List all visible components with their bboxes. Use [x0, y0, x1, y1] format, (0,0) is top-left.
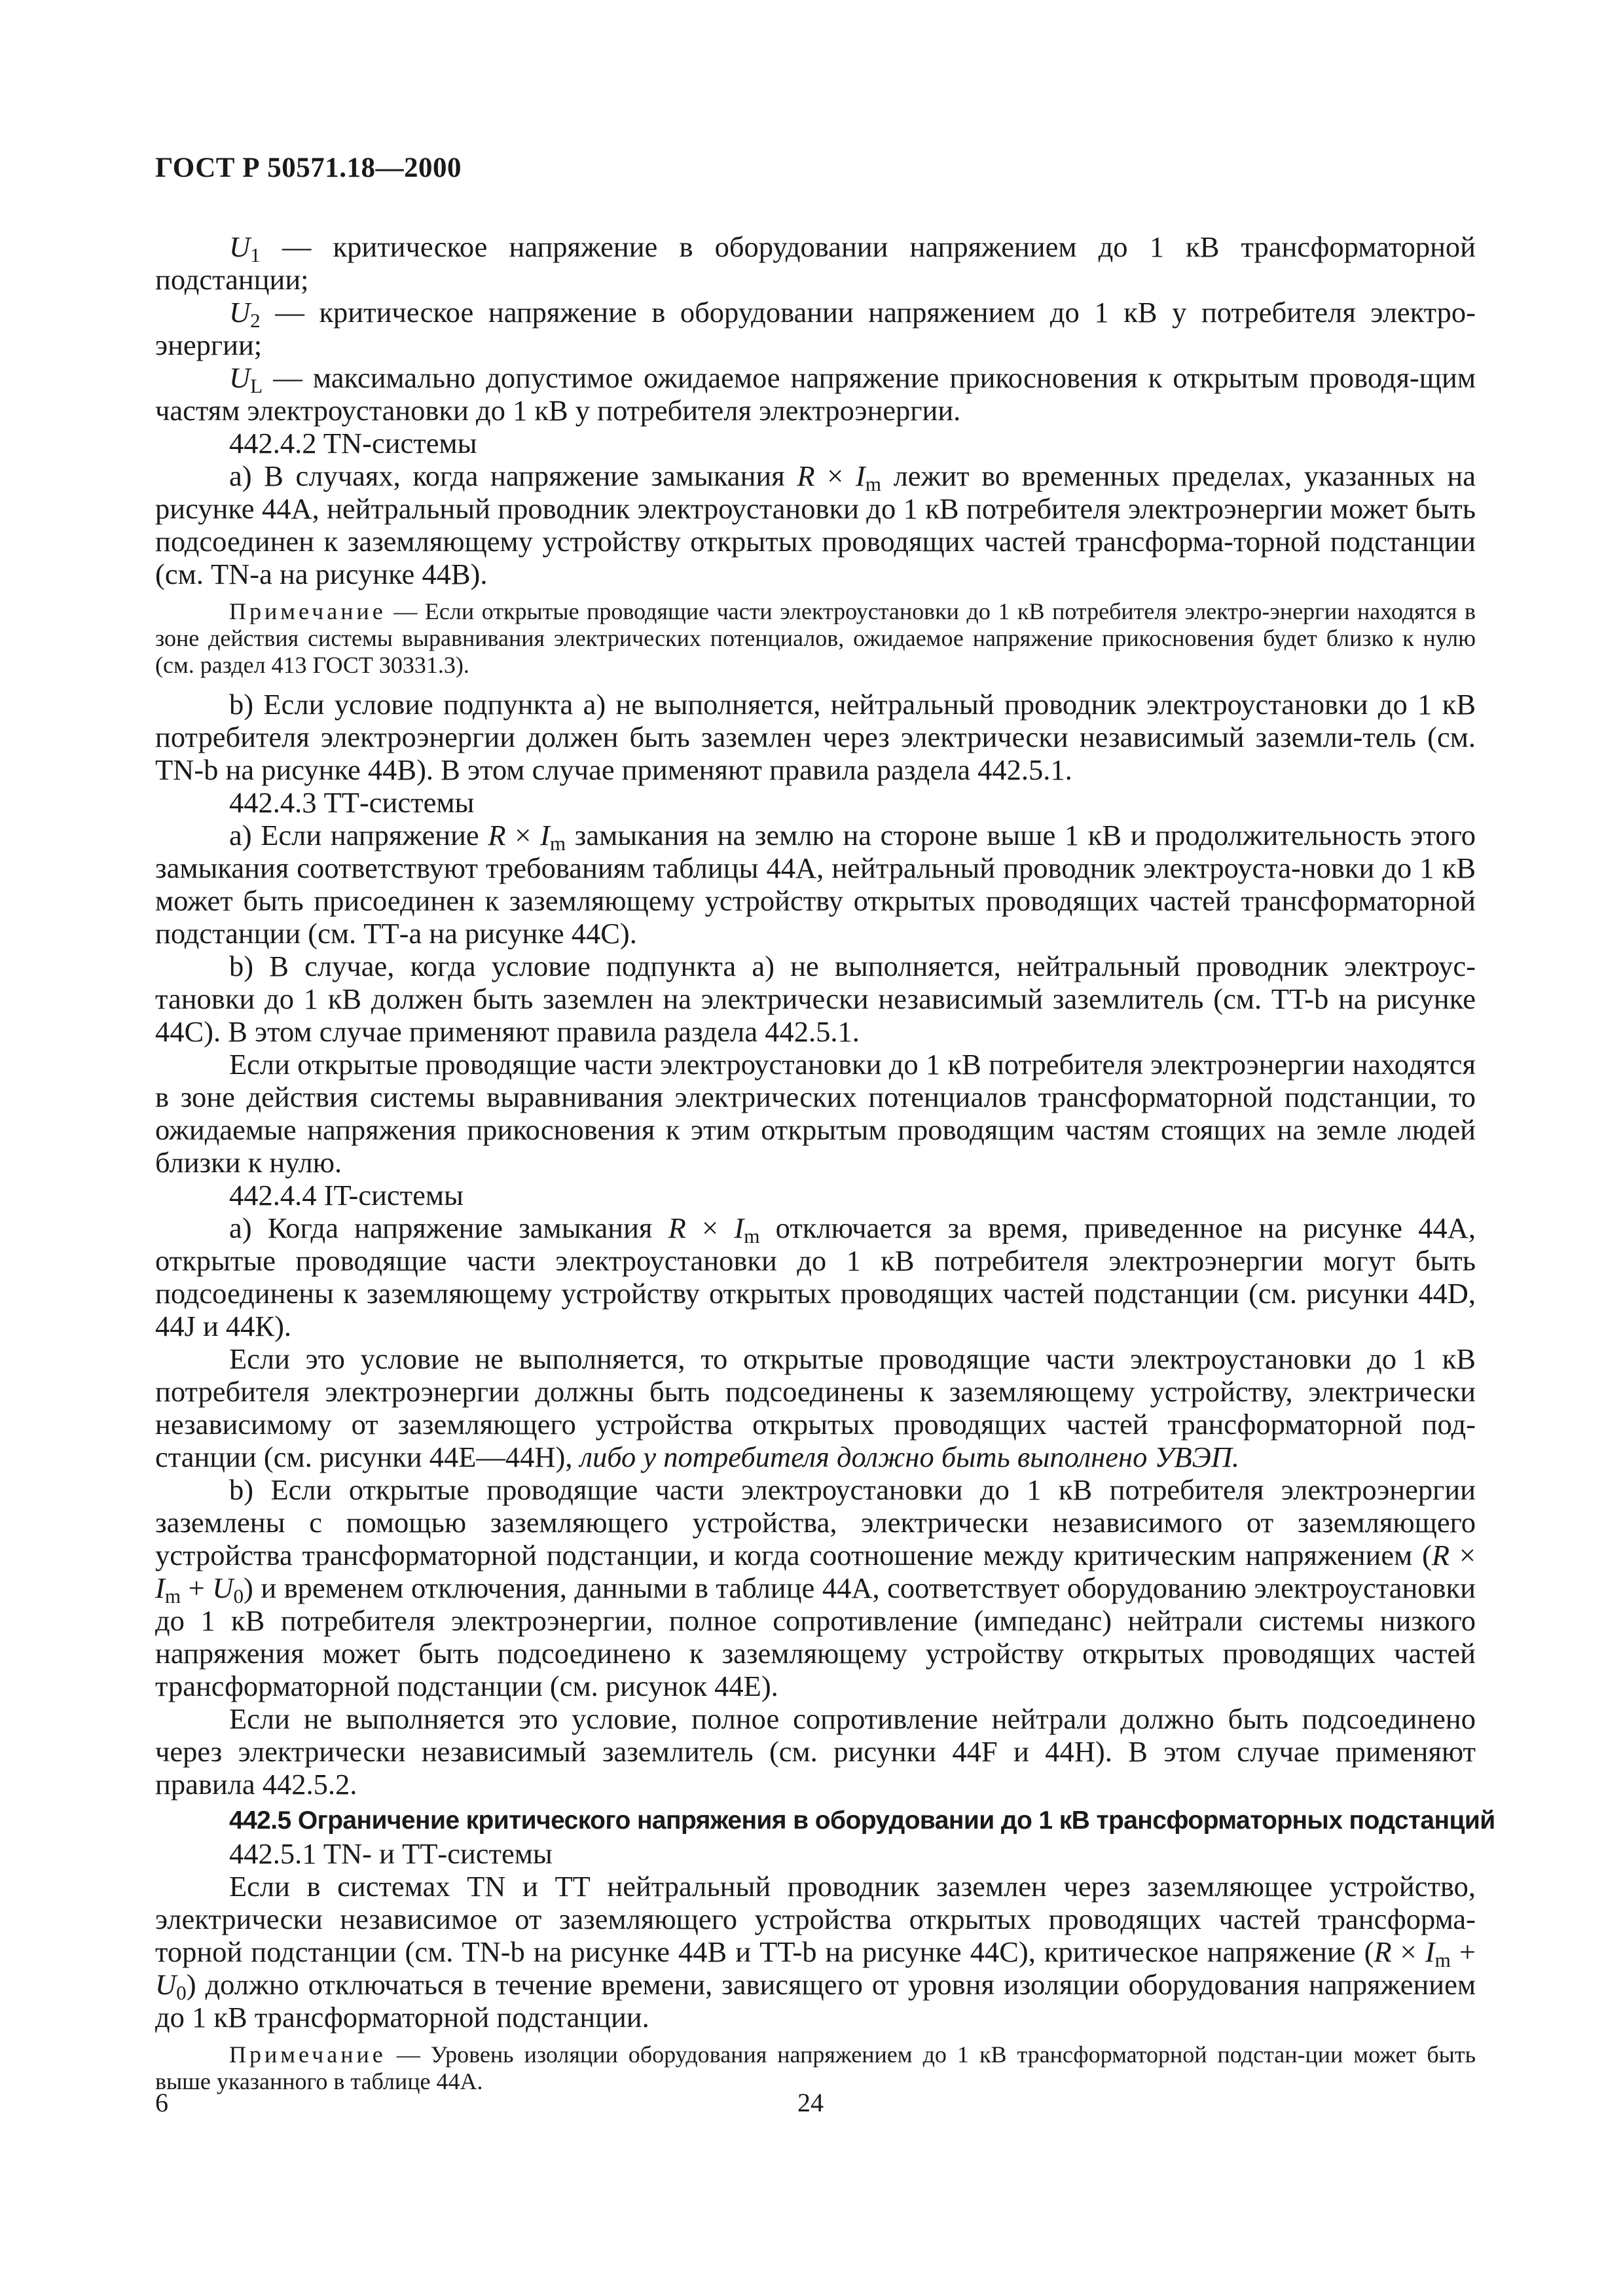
paragraph-4422-b: b) Если условие подпункта а) не выполняется, нейтральный проводник электроустановки до 1 кВ потребителя электроэнергии должен быть заземлен через электрически независимый заземли-тель (см. TN-b на рисунке 44В). В этом случае применяют правила раздела 442.5.1. [155, 688, 1476, 786]
definition-text: — критическое напряжение в оборудовании напряжением до 1 кВ трансформаторной подстанции; [155, 230, 1476, 296]
note-4422 [155, 598, 1476, 679]
formula-times: × [1391, 1935, 1425, 1968]
formula-subscript: L [250, 374, 263, 397]
paragraph-text: Если в системах TN и ТТ нейтральный проводник заземлен через заземляющее устройство, электрически независимое от заземляющего устройства открытых проводящих частей трансформа-торной подстанции (см. TN-b на рисунке 44В и TT-b на рисунке 44С), критическое напряжение ( [155, 1870, 1476, 1968]
formula-subscript: 0 [176, 1981, 187, 2004]
paragraph-4423-a [155, 819, 1476, 950]
formula-times: × [505, 819, 540, 852]
paragraph-text: лежит во временных пределах, указанных на рисунке 44А, нейтральный проводник электроустановки до 1 кВ потребителя электроэнергии может быть подсоединен к заземляющему устройству открытых проводящих частей трансформа-торной подстанции (см. TN-a на рисунке 44В). [155, 459, 1476, 590]
document-header: ГОСТ Р 50571.18—2000 [155, 152, 462, 183]
paragraph-italic-text: либо у потребителя должно быть выполнено УВЭП. [579, 1441, 1239, 1473]
paragraph-text: а) Когда напряжение замыкания [229, 1211, 668, 1244]
note-text: — Уровень изоляции оборудования напряжением до 1 кВ трансформаторной подстан-ции может быть выше указанного в таблице 44А. [155, 2041, 1476, 2094]
note-text: — Если открытые проводящие части электроустановки до 1 кВ потребителя электро-энергии находятся в зоне действия системы выравнивания электрических потенциалов, ожидаемое напряжение прикосновения будет близко к нулю (см. раздел 413 ГОСТ 30331.3). [155, 598, 1476, 678]
formula-subscript: 1 [250, 243, 261, 266]
formula-u: U [155, 1968, 177, 2001]
formula-i: I [540, 819, 550, 852]
formula-i: I [1425, 1935, 1435, 1968]
paragraph-text: замыкания на землю на стороне выше 1 кВ и продолжительность этого замыкания соответствуют требованиям таблицы 44А, нейтральный проводник электроуста-новки до 1 кВ может быть присоединен к заземляющему устройству открытых проводящих частей трансформаторной подстанции (см. ТТ-а на рисунке 44С). [155, 819, 1476, 950]
paragraph-text: отключается за время, приведенное на рисунке 44А, открытые проводящие части электроустановки до 1 кВ потребителя электроэнергии могут быть подсоединены к заземляющему устройству открытых проводящих частей подстанции (см. рисунки 44D, 44J и 44К). [155, 1211, 1476, 1342]
definition-text: — максимально допустимое ожидаемое напряжение прикосновения к открытым проводя-щим частям электроустановки до 1 кВ у потребителя электроэнергии. [155, 361, 1476, 427]
paragraph-text: ) и временем отключения, данными в таблице 44А, соответствует оборудованию электроустановки до 1 кВ потребителя электроэнергии, полное сопротивление (импеданс) нейтрали системы низкого напряжения может быть подсоединено к заземляющему устройству открытых проводящих частей трансформаторной подстанции (см. рисунок 44Е). [155, 1571, 1476, 1702]
paragraph-text: а) Если напряжение [229, 819, 488, 852]
paragraph-text: ) должно отключаться в течение времени, зависящего от уровня изоляции оборудования напряжением до 1 кВ трансформаторной подстанции. [155, 1968, 1476, 2034]
paragraph-4425-1 [155, 1870, 1476, 2034]
formula-subscript: m [164, 1585, 181, 1607]
formula-subscript: 0 [233, 1585, 244, 1607]
paragraph-text: Если это условие не выполняется, то открытые проводящие части электроустановки до 1 кВ потребителя электроэнергии должны быть подсоединены к заземляющему устройству, электрически независимому от заземляющего устройства открытых проводящих частей трансформаторной под-станции (см. рисунки 44Е—44Н), [155, 1342, 1476, 1473]
formula-subscript: m [1434, 1948, 1451, 1971]
section-title-4425-1: 442.5.1 TN- и ТТ-системы [229, 1837, 553, 1870]
page-number-left: 6 [155, 2088, 168, 2117]
formula-i: I [155, 1571, 165, 1604]
paragraph-4424-a [155, 1211, 1476, 1342]
paragraph-4424-4: Если не выполняется это условие, полное сопротивление нейтрали должно быть подсоединено через электрически независимый заземлитель (см. рисунки 44F и 44Н). В этом случае применяют правила 442.5.2. [155, 1702, 1476, 1801]
formula-subscript: m [865, 473, 881, 495]
note-label: Примечание [229, 598, 386, 624]
formula-u: U [212, 1571, 234, 1604]
formula-times: × [814, 459, 856, 492]
formula-r: R [797, 459, 815, 492]
formula-subscript: 2 [250, 309, 261, 332]
formula-r: R [1374, 1935, 1392, 1968]
definition-u1 [155, 230, 1476, 296]
section-title-4424: 442.4.4 IT-системы [229, 1179, 464, 1211]
paragraph-text: b) Если открытые проводящие части электроустановки до 1 кВ потребителя электроэнергии заземлены с помощью заземляющего устройства, электрически независимого от заземляющего устройства трансформаторной подстанции, и когда соотношение между критическим напряжением ( [155, 1473, 1476, 1571]
page-number-center: 24 [797, 2088, 824, 2117]
section-heading-4425: 442.5 Ограничение критического напряжения в оборудовании до 1 кВ трансформаторных подстанций [229, 1806, 1495, 1835]
paragraph-4424-b [155, 1473, 1476, 1702]
paragraph-4423-b: b) В случае, когда условие подпункта а) не выполняется, нейтральный проводник электроус-тановки до 1 кВ должен быть заземлен на электрически независимый заземлитель (см. TT-b на рисунке 44С). В этом случае применяют правила раздела 442.5.1. [155, 950, 1476, 1048]
formula-r: R [1431, 1539, 1450, 1571]
paragraph-4423-3: Если открытые проводящие части электроустановки до 1 кВ потребителя электроэнергии находятся в зоне действия системы выравнивания электрических потенциалов трансформаторной подстанции, то ожидаемые напряжения прикосновения к этим открытым проводящим частям стоящих на земле людей близки к нулю. [155, 1048, 1476, 1179]
formula-symbol: U [229, 230, 251, 263]
paragraph-text: а) В случаях, когда напряжение замыкания [229, 459, 797, 492]
formula-symbol: U [229, 296, 251, 329]
formula-r: R [668, 1211, 686, 1244]
paragraph-4424-2 [155, 1342, 1476, 1473]
formula-plus: + [181, 1571, 213, 1604]
formula-i: I [855, 459, 866, 492]
definition-u2 [155, 296, 1476, 361]
paragraph-4422-a [155, 459, 1476, 590]
page-body [155, 230, 1495, 2104]
formula-plus: + [1450, 1935, 1476, 1968]
formula-subscript: m [744, 1225, 760, 1247]
formula-times: × [685, 1211, 735, 1244]
formula-i: I [734, 1211, 744, 1244]
definition-ul [155, 361, 1476, 427]
formula-r: R [488, 819, 506, 852]
formula-subscript: m [549, 832, 566, 855]
formula-symbol: U [229, 361, 251, 394]
section-title-4422: 442.4.2 TN-системы [229, 427, 477, 459]
note-label: Примечание [229, 2041, 386, 2068]
formula-times: × [1450, 1539, 1476, 1571]
definition-text: — критическое напряжение в оборудовании напряжением до 1 кВ у потребителя электро-энергии; [155, 296, 1476, 361]
section-title-4423: 442.4.3 ТТ-системы [229, 786, 475, 819]
